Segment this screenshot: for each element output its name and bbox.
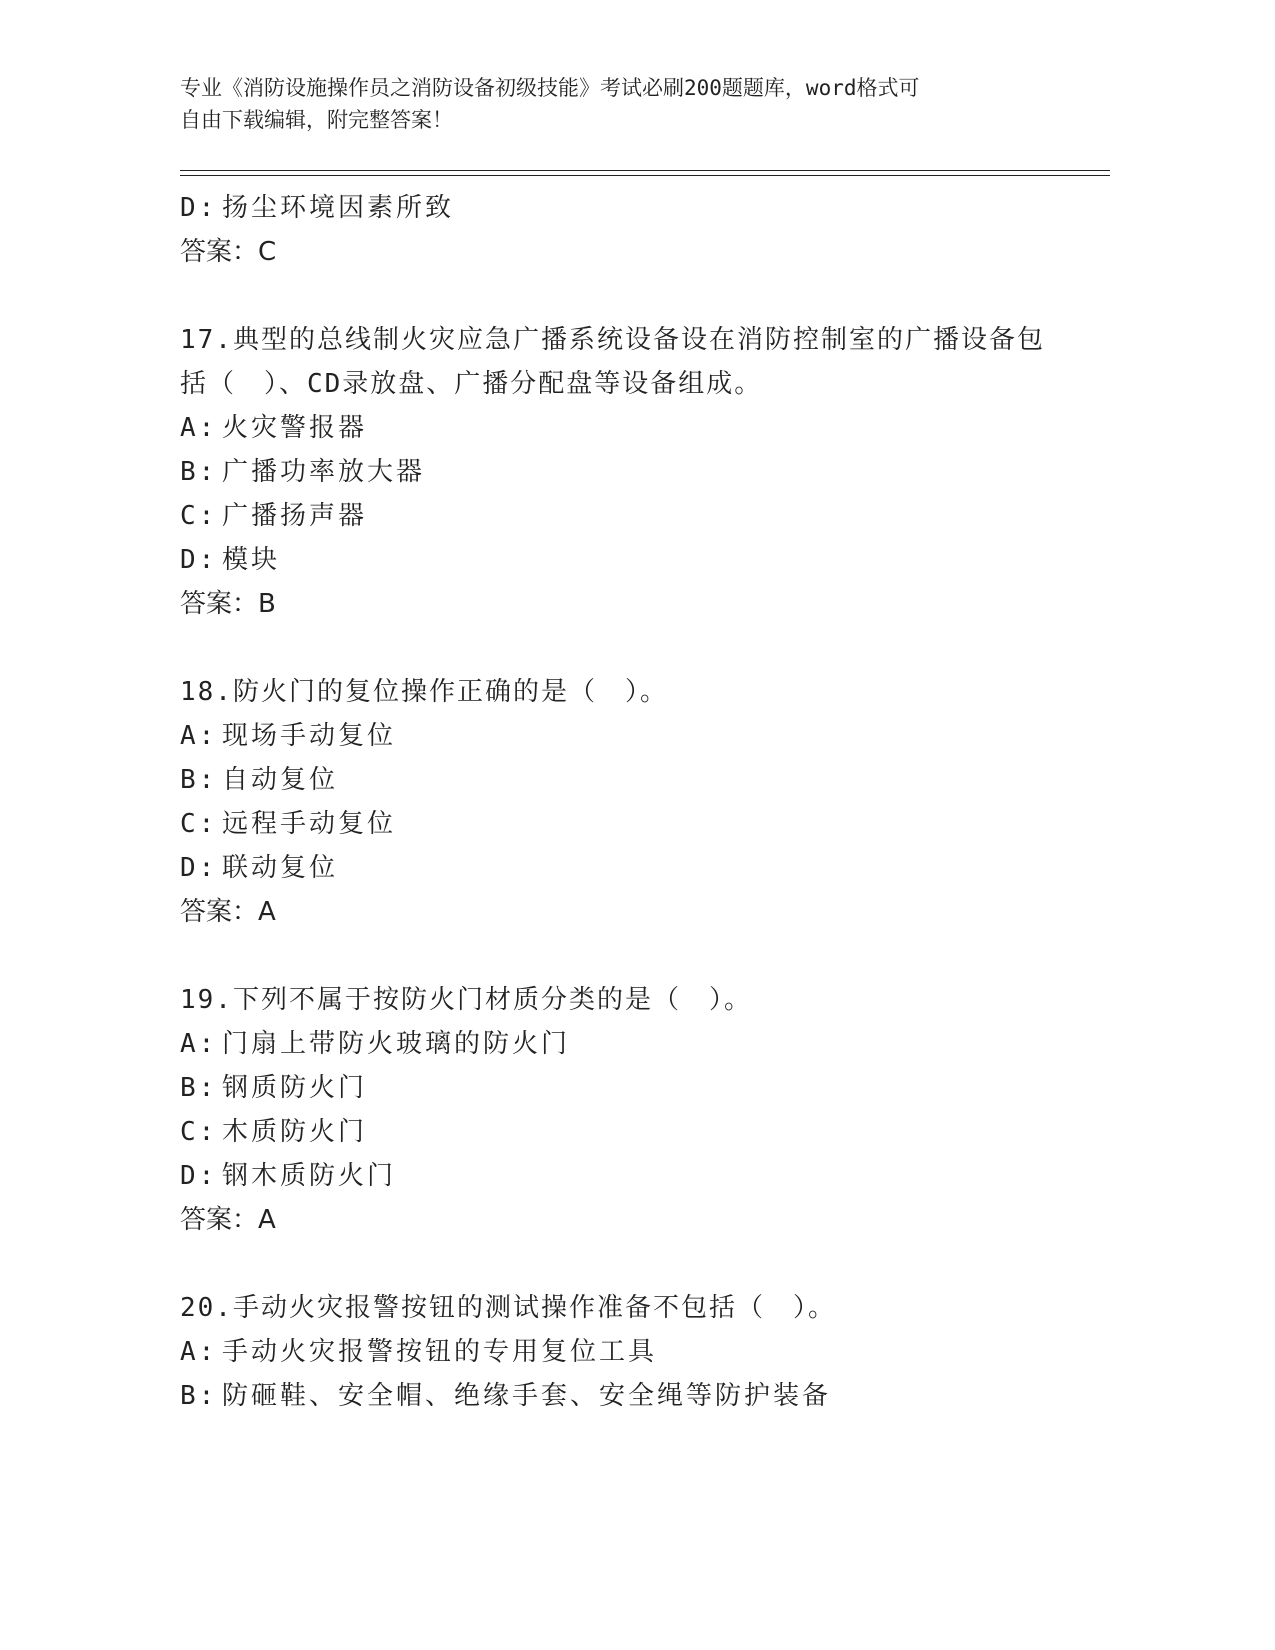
option-letter: C: xyxy=(180,501,218,531)
document-header xyxy=(180,72,1060,136)
option-letter: A: xyxy=(180,413,218,443)
header-divider-top xyxy=(180,170,1110,171)
header-divider-bottom xyxy=(180,175,1110,176)
answer-line: 答案：A xyxy=(180,897,276,927)
option-letter: B: xyxy=(180,1381,218,1411)
option-text: 联动复位 xyxy=(222,853,339,883)
option-letter: B: xyxy=(180,1073,218,1103)
option-letter: D: xyxy=(180,853,218,883)
option-letter: B: xyxy=(180,457,218,487)
option-letter: A: xyxy=(180,721,218,751)
option-text: 广播功率放大器 xyxy=(222,457,426,487)
option-text: 远程手动复位 xyxy=(222,809,397,839)
question-stem: 19.下列不属于按防火门材质分类的是（ ）。 xyxy=(180,985,752,1015)
answer-line: 答案：B xyxy=(180,589,276,619)
option-letter: A: xyxy=(180,1029,218,1059)
option-text: 防砸鞋、安全帽、绝缘手套、安全绳等防护装备 xyxy=(222,1381,832,1411)
question-18 xyxy=(180,670,1060,934)
option-c xyxy=(180,494,1060,538)
option-d xyxy=(180,538,1060,582)
option-b xyxy=(180,450,1060,494)
question-stem-continued: 括（ ）、CD录放盘、广播分配盘等设备组成。 xyxy=(180,369,763,399)
option-text: 木质防火门 xyxy=(222,1117,368,1147)
option-c xyxy=(180,802,1060,846)
option-letter: A: xyxy=(180,1337,218,1367)
option-letter: C: xyxy=(180,809,218,839)
question-stem: 18.防火门的复位操作正确的是（ ）。 xyxy=(180,677,668,707)
question-stem: 17.典型的总线制火灾应急广播系统设备设在消防控制室的广播设备包 xyxy=(180,325,1045,355)
header-line-2: 自由下载编辑，附完整答案！ xyxy=(180,108,453,132)
header-line-1: 专业《消防设施操作员之消防设备初级技能》考试必刷200题题库，word格式可 xyxy=(180,76,920,100)
option-b xyxy=(180,758,1060,802)
option-text: 现场手动复位 xyxy=(222,721,397,751)
question-17 xyxy=(180,318,1060,626)
option-text: 火灾警报器 xyxy=(222,413,368,443)
option-text: 钢木质防火门 xyxy=(222,1161,397,1191)
option-a xyxy=(180,714,1060,758)
option-b xyxy=(180,1066,1060,1110)
option-a xyxy=(180,1022,1060,1066)
option-d xyxy=(180,846,1060,890)
option-a xyxy=(180,1330,1060,1374)
option-letter: D: xyxy=(180,193,218,223)
option-letter: B: xyxy=(180,765,218,795)
option-letter: D: xyxy=(180,545,218,575)
option-d xyxy=(180,1154,1060,1198)
option-letter: D: xyxy=(180,1161,218,1191)
question-20 xyxy=(180,1286,1060,1418)
option-text: 门扇上带防火玻璃的防火门 xyxy=(222,1029,571,1059)
option-text: 自动复位 xyxy=(222,765,339,795)
option-b xyxy=(180,1374,1060,1418)
option-text: 扬尘环境因素所致 xyxy=(222,193,455,223)
option-d xyxy=(180,186,1060,230)
option-text: 钢质防火门 xyxy=(222,1073,368,1103)
question-list xyxy=(180,186,1060,1418)
answer-line: 答案：A xyxy=(180,1205,276,1235)
answer-line: 答案：C xyxy=(180,237,277,267)
option-letter: C: xyxy=(180,1117,218,1147)
option-text: 手动火灾报警按钮的专用复位工具 xyxy=(222,1337,658,1367)
question-19 xyxy=(180,978,1060,1242)
option-text: 广播扬声器 xyxy=(222,501,368,531)
question-stem: 20.手动火灾报警按钮的测试操作准备不包括（ ）。 xyxy=(180,1293,836,1323)
option-c xyxy=(180,1110,1060,1154)
option-text: 模块 xyxy=(222,545,281,575)
option-a xyxy=(180,406,1060,450)
